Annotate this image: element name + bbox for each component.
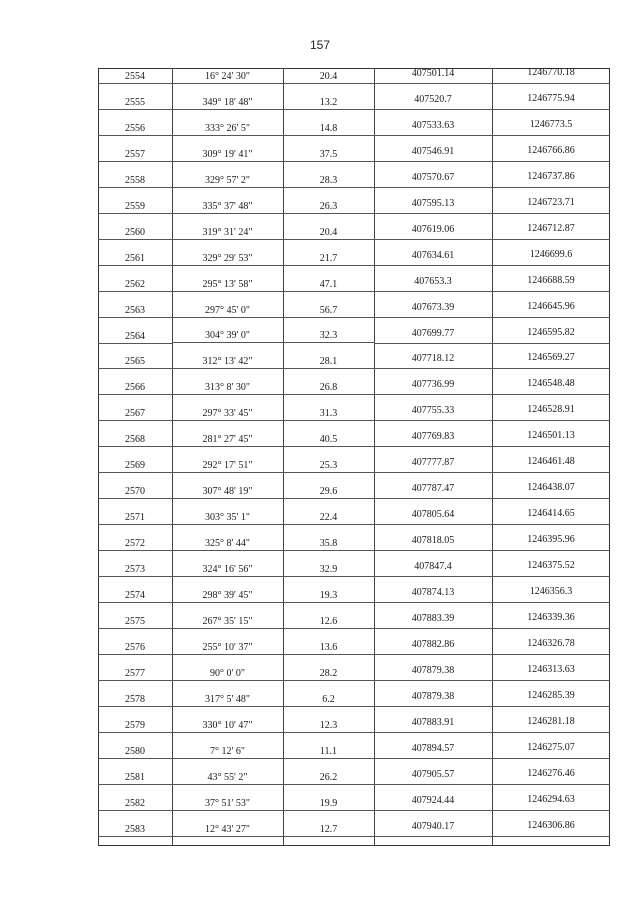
point-id: 2557 [125,148,145,160]
row-divider [172,680,374,681]
point-id: 2572 [125,538,145,550]
y-coordinate: 1246326.78 [527,637,575,649]
bearing-angle: 297° 45' 0" [205,304,250,316]
x-coordinate: 407533.63 [411,119,455,131]
bearing-angle: 330° 10' 47" [202,719,253,731]
row-divider [172,524,374,525]
row-divider [172,213,374,214]
segment-length: 12.3 [319,719,338,731]
row-divider [374,394,610,395]
bearing-angle: 325° 8' 44" [205,538,250,550]
row-divider [98,550,172,551]
x-coordinate: 407736.99 [411,379,455,391]
segment-length: 31.3 [319,408,338,420]
x-coordinate: 407546.91 [411,145,455,157]
row-divider [98,628,172,629]
bearing-angle: 16° 24' 30" [205,70,250,82]
segment-length: 22.4 [319,512,338,524]
row-divider [172,446,374,447]
x-coordinate: 407883.91 [411,716,455,728]
row-divider [374,498,610,499]
segment-length: 13.6 [319,641,338,653]
point-id: 2583 [125,823,145,835]
row-divider [374,291,610,292]
bearing-angle: 317° 5' 48" [205,693,250,705]
x-coordinate: 407718.12 [411,353,455,365]
row-divider [172,83,374,84]
segment-length: 26.8 [319,382,338,394]
point-id: 2555 [125,96,145,108]
row-divider [98,524,172,525]
x-coordinate: 407699.77 [411,327,455,339]
row-divider [98,368,172,369]
row-divider [374,420,610,421]
row-divider [172,472,374,473]
y-coordinate: 1246395.96 [527,534,575,546]
x-coordinate: 407769.83 [411,431,455,443]
point-id: 2561 [125,252,145,264]
bearing-angle: 255° 10' 37" [202,641,253,653]
row-divider [172,654,374,655]
point-id: 2573 [125,564,145,576]
segment-length: 32.9 [319,564,338,576]
x-coordinate: 407879.38 [411,664,455,676]
row-divider [98,317,172,318]
y-coordinate: 1246645.96 [527,300,575,312]
row-divider [98,836,172,837]
row-divider [374,161,610,162]
point-id: 2582 [125,797,145,809]
x-coordinate: 407905.57 [411,768,455,780]
row-divider [172,628,374,629]
bearing-angle: 312° 13' 42" [202,356,253,368]
x-coordinate: 407595.13 [411,197,455,209]
bearing-angle: 90° 0' 0" [210,667,245,679]
row-divider [374,810,610,811]
point-id: 2564 [125,330,145,342]
y-coordinate: 1246276.46 [527,767,575,779]
segment-length: 26.3 [319,200,338,212]
x-coordinate: 407818.05 [411,535,455,547]
row-divider [98,420,172,421]
row-divider [374,187,610,188]
bearing-angle: 304° 39' 0" [205,330,250,342]
row-divider [172,368,374,369]
point-id: 2576 [125,641,145,653]
row-divider [374,758,610,759]
point-id: 2577 [125,667,145,679]
x-coordinate: 407883.39 [411,612,455,624]
x-coordinate: 407894.57 [411,742,455,754]
point-id: 2560 [125,226,145,238]
y-coordinate: 1246356.3 [529,586,573,597]
segment-length: 26.2 [319,771,338,783]
bearing-angle: 267° 35' 15" [202,615,253,627]
row-divider [374,213,610,214]
bearing-angle: 292° 17' 51" [202,460,253,472]
y-coordinate: 1246775.94 [527,92,575,104]
x-coordinate: 407634.61 [411,249,455,261]
row-divider [374,109,610,110]
bearing-angle: 43° 55' 2" [207,771,248,783]
row-divider [374,265,610,266]
row-divider [374,706,610,707]
y-coordinate: 1246375.52 [527,560,575,572]
point-id: 2578 [125,693,145,705]
point-id: 2579 [125,719,145,731]
segment-length: 12.7 [319,823,338,835]
point-id: 2567 [125,408,145,420]
y-coordinate: 1246548.48 [527,378,575,390]
segment-length: 47.1 [319,278,338,290]
point-id: 2581 [125,771,145,783]
page-number: 157 [309,38,331,52]
row-divider [98,187,172,188]
x-coordinate: 407787.47 [411,483,455,495]
point-id: 2563 [125,304,145,316]
row-divider [172,576,374,577]
bearing-angle: 309° 19' 41" [202,148,253,160]
y-coordinate: 1246723.71 [527,196,575,208]
row-divider [98,265,172,266]
y-coordinate: 1246294.63 [527,793,575,805]
point-id: 2571 [125,512,145,524]
y-coordinate: 1246281.18 [527,715,575,727]
row-divider [98,239,172,240]
row-divider [172,758,374,759]
segment-length: 13.2 [319,96,338,108]
row-divider [98,732,172,733]
row-divider [98,576,172,577]
row-divider [172,109,374,110]
x-coordinate: 407879.38 [411,690,455,702]
point-id: 2559 [125,200,145,212]
bearing-angle: 12° 43' 27" [205,823,250,835]
row-divider [172,135,374,136]
bearing-angle: 281° 27' 45" [202,434,253,446]
segment-length: 14.8 [319,122,338,134]
row-divider [374,524,610,525]
row-divider [98,213,172,214]
row-divider [374,317,610,318]
y-coordinate: 1246461.48 [527,456,575,468]
row-divider [374,784,610,785]
x-coordinate: 407847.4 [414,561,452,573]
bearing-angle: 307° 48' 19" [202,486,253,498]
point-id: 2558 [125,174,145,186]
row-divider [374,628,610,629]
y-coordinate: 1246595.82 [527,326,575,338]
x-coordinate: 407673.39 [411,301,455,313]
y-coordinate: 1246306.86 [527,819,575,831]
bearing-angle: 333° 26' 5" [205,122,250,134]
point-id: 2566 [125,382,145,394]
y-coordinate: 1246712.87 [527,222,575,234]
row-divider [172,550,374,551]
y-coordinate: 1246569.27 [527,352,575,364]
row-divider [374,576,610,577]
row-divider [374,239,610,240]
point-id: 2554 [125,71,145,82]
row-divider [374,343,610,344]
y-coordinate: 1246275.07 [527,741,575,753]
row-divider [374,368,610,369]
row-divider [172,602,374,603]
point-id: 2569 [125,460,145,472]
row-divider [374,472,610,473]
segment-length: 19.3 [319,589,338,601]
segment-length: 11.1 [319,745,338,757]
bearing-angle: 37° 51' 53" [205,797,250,809]
row-divider [98,343,172,344]
point-id: 2565 [125,356,145,368]
point-id: 2556 [125,122,145,134]
row-divider [98,784,172,785]
segment-length: 6.2 [322,693,335,705]
segment-length: 56.7 [319,304,338,316]
bearing-angle: 295° 13' 58" [202,278,253,290]
x-coordinate: 407570.67 [411,171,455,183]
row-divider [98,602,172,603]
row-divider [172,498,374,499]
bearing-angle: 349° 18' 48" [202,96,253,108]
row-divider [374,446,610,447]
x-coordinate: 407520.7 [414,93,452,105]
segment-length: 35.8 [319,538,338,550]
bearing-angle: 329° 57' 2" [205,174,250,186]
y-coordinate: 1246438.07 [527,482,575,494]
y-coordinate: 1246528.91 [527,404,575,416]
point-id: 2568 [125,434,145,446]
y-coordinate: 1246770.18 [527,67,575,78]
x-coordinate: 407805.64 [411,509,455,521]
row-divider [172,265,374,266]
y-coordinate: 1246313.63 [527,663,575,675]
x-coordinate: 407777.87 [411,457,455,469]
row-divider [98,109,172,110]
segment-length: 20.4 [319,70,338,82]
row-divider [98,135,172,136]
y-coordinate: 1246339.36 [527,611,575,623]
segment-length: 32.3 [319,330,338,342]
bearing-angle: 303° 35' 1" [205,512,250,524]
segment-length: 28.1 [319,356,338,368]
row-divider [98,291,172,292]
row-divider [374,602,610,603]
segment-length: 12.6 [319,615,338,627]
y-coordinate: 1246501.13 [527,430,575,442]
segment-length: 40.5 [319,434,338,446]
y-coordinate: 1246699.6 [529,248,573,260]
row-divider [98,758,172,759]
x-coordinate: 407874.13 [411,587,455,598]
row-divider [98,472,172,473]
y-coordinate: 1246766.86 [527,144,575,156]
segment-length: 25.3 [319,460,338,472]
x-coordinate: 407653.3 [414,275,452,287]
segment-length: 37.5 [319,148,338,160]
row-divider [98,706,172,707]
bearing-angle: 313° 8' 30" [205,382,250,394]
point-id: 2574 [125,590,145,601]
bearing-angle: 335° 37' 48" [202,200,253,212]
row-divider [172,291,374,292]
bearing-angle: 324° 16' 56" [202,564,253,576]
row-divider [374,83,610,84]
x-coordinate: 407940.17 [411,820,455,832]
y-coordinate: 1246414.65 [527,508,575,520]
segment-length: 21.7 [319,252,338,264]
row-divider [172,420,374,421]
row-divider [98,446,172,447]
row-divider [172,187,374,188]
bearing-angle: 319° 31' 24" [202,226,253,238]
row-divider [374,732,610,733]
row-divider [98,394,172,395]
row-divider [172,239,374,240]
row-divider [374,550,610,551]
row-divider [374,680,610,681]
row-divider [374,654,610,655]
x-coordinate: 407501.14 [411,68,455,79]
row-divider [172,836,374,837]
x-coordinate: 407882.86 [411,638,455,650]
segment-length: 28.2 [319,667,338,679]
row-divider [172,394,374,395]
segment-length: 19.9 [319,797,338,809]
point-id: 2562 [125,278,145,290]
row-divider [172,732,374,733]
row-divider [98,161,172,162]
row-divider [98,83,172,84]
bearing-angle: 7° 12' 6" [210,745,245,757]
bearing-angle: 329° 29' 53" [202,252,253,264]
point-id: 2575 [125,615,145,627]
row-divider [374,836,610,837]
row-divider [172,810,374,811]
row-divider [172,784,374,785]
row-divider [172,161,374,162]
y-coordinate: 1246285.39 [527,689,575,701]
bearing-angle: 297° 33' 45" [202,408,253,420]
bearing-angle: 298° 39' 45" [202,589,253,601]
y-coordinate: 1246737.86 [527,170,575,182]
row-divider [98,654,172,655]
x-coordinate: 407924.44 [411,794,455,806]
point-id: 2570 [125,486,145,498]
row-divider [374,135,610,136]
row-divider [172,342,374,343]
row-divider [98,810,172,811]
x-coordinate: 407619.06 [411,223,455,235]
row-divider [98,680,172,681]
row-divider [98,498,172,499]
segment-length: 20.4 [319,226,338,238]
row-divider [172,706,374,707]
point-id: 2580 [125,745,145,757]
segment-length: 29.6 [319,486,338,498]
row-divider [172,317,374,318]
x-coordinate: 407755.33 [411,405,455,417]
y-coordinate: 1246773.5 [529,118,573,130]
segment-length: 28.3 [319,174,338,186]
y-coordinate: 1246688.59 [527,274,575,286]
